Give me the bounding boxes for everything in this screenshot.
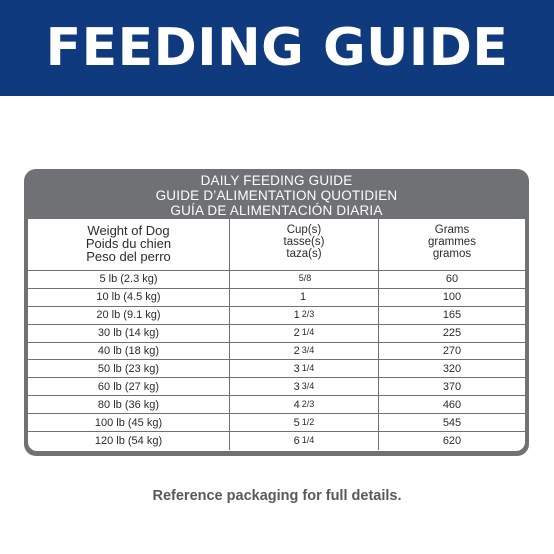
table-body [28, 219, 525, 451]
column-header-weight [28, 219, 230, 270]
cups-cell [230, 414, 379, 431]
column-header-cups-es: taza(s) [286, 248, 322, 260]
column-header-cups-fr: tasse(s) [283, 236, 325, 248]
cups-cell [230, 378, 379, 395]
cups-fraction: 2/3 [301, 398, 315, 409]
table-row [28, 307, 525, 325]
cups-cell [230, 432, 379, 450]
banner [0, 0, 554, 96]
table-rows [28, 271, 525, 450]
grams-cell: 320 [442, 362, 462, 375]
cups-cell [230, 289, 379, 306]
cups-cell [230, 396, 379, 413]
cups-fraction: 1/4 [301, 362, 315, 373]
grams-cell: 60 [445, 273, 459, 286]
weight-cell: 100 lb (45 kg) [28, 414, 230, 431]
column-header-weight-es: Peso del perro [86, 249, 171, 264]
table-row [28, 414, 525, 432]
table-row [28, 432, 525, 450]
grams-cell: 620 [442, 434, 462, 447]
page-title: FEEDING GUIDE [45, 18, 509, 78]
weight-cell: 5 lb (2.3 kg) [28, 271, 230, 288]
weight-cell: 30 lb (14 kg) [28, 325, 230, 342]
cups-cell [230, 360, 379, 377]
grams-cell: 165 [442, 309, 462, 322]
cups-fraction: 3/4 [301, 345, 315, 355]
cups-fraction: 1/4 [301, 327, 315, 338]
table-title [28, 169, 525, 219]
cups-cell [230, 271, 379, 288]
column-header-row [28, 219, 525, 271]
cups-whole: 5 [293, 416, 300, 429]
grams-cell: 225 [442, 327, 462, 340]
cups-fraction: 1/2 [301, 416, 315, 427]
cups-whole: 3 [293, 362, 300, 375]
cups-cell [230, 307, 379, 324]
weight-cell: 60 lb (27 kg) [28, 378, 230, 395]
footnote: Reference packaging for full details. [152, 488, 402, 504]
cups-fraction: 1/4 [301, 434, 315, 445]
table-row [28, 325, 525, 343]
column-header-grams-es: gramos [432, 248, 472, 260]
weight-cell: 80 lb (36 kg) [28, 396, 230, 413]
grams-cell: 370 [442, 380, 462, 393]
feeding-table [24, 169, 529, 456]
cups-whole: 4 [293, 398, 300, 411]
column-header-cups [230, 219, 379, 270]
cups-fraction: 3/4 [301, 380, 315, 391]
weight-cell: 50 lb (23 kg) [28, 360, 230, 377]
grams-cell: 460 [442, 398, 462, 411]
column-header-grams-en: Grams [434, 224, 470, 236]
table-row [28, 396, 525, 414]
cups-whole: 1 [293, 309, 300, 322]
table-row [28, 378, 525, 396]
column-header-cups-en: Cup(s) [286, 224, 322, 236]
grams-cell: 545 [442, 416, 462, 429]
table-row [28, 343, 525, 361]
column-header-weight-en: Weight of Dog [87, 223, 170, 238]
table-row [28, 271, 525, 289]
cups-cell [230, 325, 379, 342]
weight-cell: 10 lb (4.5 kg) [28, 289, 230, 306]
cups-cell [230, 343, 379, 360]
cups-fraction: 5/8 [298, 273, 312, 284]
cups-whole: 1 [299, 291, 307, 304]
weight-cell: 120 lb (54 kg) [28, 432, 230, 450]
table-title-en: DAILY FEEDING GUIDE [200, 172, 353, 188]
table-row [28, 289, 525, 307]
column-header-weight-fr: Poids du chien [85, 236, 172, 251]
cups-whole: 6 [293, 434, 300, 447]
cups-whole: 2 [293, 345, 300, 357]
table-title-es: GUÍA DE ALIMENTACIÓN DIARIA [170, 202, 383, 218]
table-row [28, 360, 525, 378]
cups-whole: 3 [293, 380, 300, 393]
column-header-grams [379, 219, 525, 270]
grams-cell: 270 [442, 345, 462, 357]
weight-cell: 40 lb (18 kg) [28, 343, 230, 360]
grams-cell: 100 [442, 291, 462, 304]
cups-fraction: 2/3 [301, 309, 315, 320]
cups-whole: 2 [293, 327, 300, 340]
table-title-fr: GUIDE D’ALIMENTATION QUOTIDIEN [155, 187, 398, 203]
column-header-grams-fr: grammes [428, 236, 476, 248]
weight-cell: 20 lb (9.1 kg) [28, 307, 230, 324]
